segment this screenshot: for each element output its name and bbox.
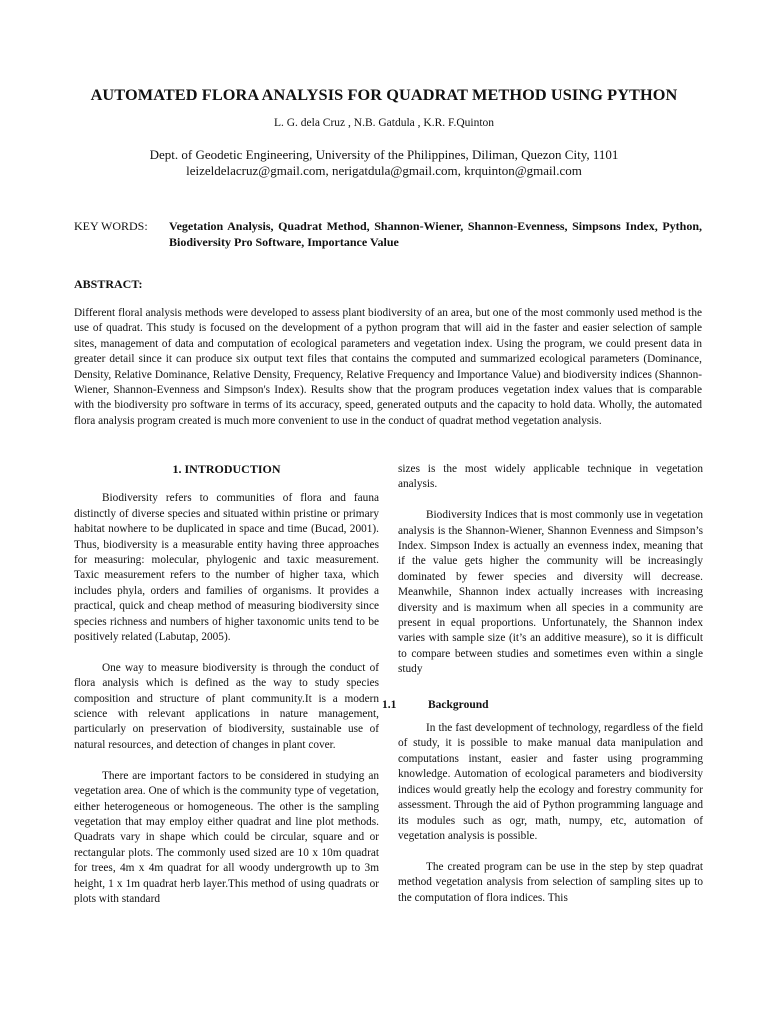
abstract-text: Different floral analysis methods were developed to assess plant biodiversity of an area, but one of the most commonly used method is the use of quadrat. This study is focused on the development of a python program that will aid in the faster and easier selection of sample sites, management of data and computation of ecological parameters and vegetation index. Using the program, we could present data in greater detail since it can produce six output text files that contains the computed and summarized ecological parameters (Dominance, Density, Relative Dominance, Relative Density, Frequency, Relative Frequency and Importance Value) and biodiversity indices (Shannon-Wiener, Shannon-Evenness and Simpson's Index). Results show that the program produces vegetation index values that is comparable with the biodiversity pro software in terms of its accuracy, speed, generated outputs and the capacity to hold data. Wholly, the automated flora analysis program created is much more convenient to use in the conduct of quadrat method vegetation analysis. bbox=[74, 307, 702, 427]
keywords-label: KEY WORDS: bbox=[74, 219, 148, 233]
background-heading bbox=[382, 698, 703, 713]
background-paragraph-2: The created program can be use in the step by step quadrat method vegetation analysis from selection of sampling sites up to the computation of flora indices. This bbox=[398, 860, 703, 904]
affiliation-emails: leizeldelacruz@gmail.com, nerigatdula@gmail.com, krquinton@gmail.com bbox=[186, 163, 582, 178]
left-column bbox=[74, 462, 379, 923]
background-paragraph-1: In the fast development of technology, regardless of the field of study, it is possible to make manual data manipulation and computations instant, easier and faster using programming knowledge. Automation of ecological parameters and biodiversity indices would greatly help the ecology and forestry community for assessment. Through the aid of Python programming language and its modules such as ogr, math, numpy, etc, automation of vegetation analysis is possible. bbox=[398, 722, 703, 842]
intro-paragraph-5: Biodiversity Indices that is most commonly use in vegetation analysis is the Shannon-Wiener, Shannon Evenness and Simpson’s Index. Simpson Index is actually an evenness index, meaning that if the value gets higher the community will be increasingly dominated by fewer species and diversity will decrease. Meanwhile, Shannon index actually increases with increasing diversity and is maximum when all species in a community are present in equal proportions. Unfortunately, the Shannon index varies with sample size (it’s an additive measure), so it is difficult to compare between studies and sometimes even within a single study bbox=[398, 509, 703, 676]
author-list: L. G. dela Cruz , N.B. Gatdula , K.R. F.Quinton bbox=[273, 117, 495, 129]
background-title: Background bbox=[428, 698, 489, 711]
right-column bbox=[382, 462, 703, 921]
affiliation bbox=[60, 147, 708, 179]
intro-paragraph-2: One way to measure biodiversity is through the conduct of flora analysis which is defined as the way to study species composition and structure of plant community.It is a modern science with relevant applications in nature management, particularly on preservation of biodiversity, sustainable use of natural resources, and detection of changes in plant cover. bbox=[74, 661, 379, 751]
intro-paragraph-3: There are important factors to be considered in studying an vegetation area. One of which is the community type of vegetation, either heterogeneous or homogeneous. The other is the sampling vegetation that may employ either quadrat and line plot methods. Quadrats vary in shape which could be circular, square and or rectangular plots. The commonly used sized are 10 x 10m quadrat for trees, 4m x 4m quadrat for all woody undergrowth up to 3m height, 1 x 1m quadrat herb layer.This method of using quadrats or plots with standard bbox=[74, 769, 379, 905]
intro-paragraph-4: sizes is the most widely applicable technique in vegetation analysis. bbox=[398, 463, 703, 491]
background-number: 1.1 bbox=[382, 698, 397, 711]
keywords-text: Vegetation Analysis, Quadrat Method, Shannon-Wiener, Shannon-Evenness, Simpsons Index, Python, Biodiversity Pro Software, Importance Value bbox=[169, 219, 702, 249]
abstract-heading: ABSTRACT: bbox=[74, 277, 143, 291]
paper-title: AUTOMATED FLORA ANALYSIS FOR QUADRAT METHOD USING PYTHON bbox=[90, 85, 678, 104]
introduction-heading: 1. INTRODUCTION bbox=[172, 462, 281, 476]
affiliation-department: Dept. of Geodetic Engineering, University of the Philippines, Diliman, Quezon City, 1101 bbox=[149, 147, 619, 162]
intro-paragraph-1: Biodiversity refers to communities of flora and fauna distinctly of diverse species and situated within pristine or primary habitat nowhere to be duplicated in space and time (Bucad, 2001). Thus, biodiversity is a measurable entity having three approaches for measuring: molecular, phylogenic and taxic measurement. Taxic measurement refers to the number of higher taxa, which includes phyla, orders and families of organisms. It provides a practical, quick and cheap method of measuring biodiversity since species richness and numbers of higher taxonomic units tend to be positively related (Labutap, 2005). bbox=[74, 492, 379, 644]
